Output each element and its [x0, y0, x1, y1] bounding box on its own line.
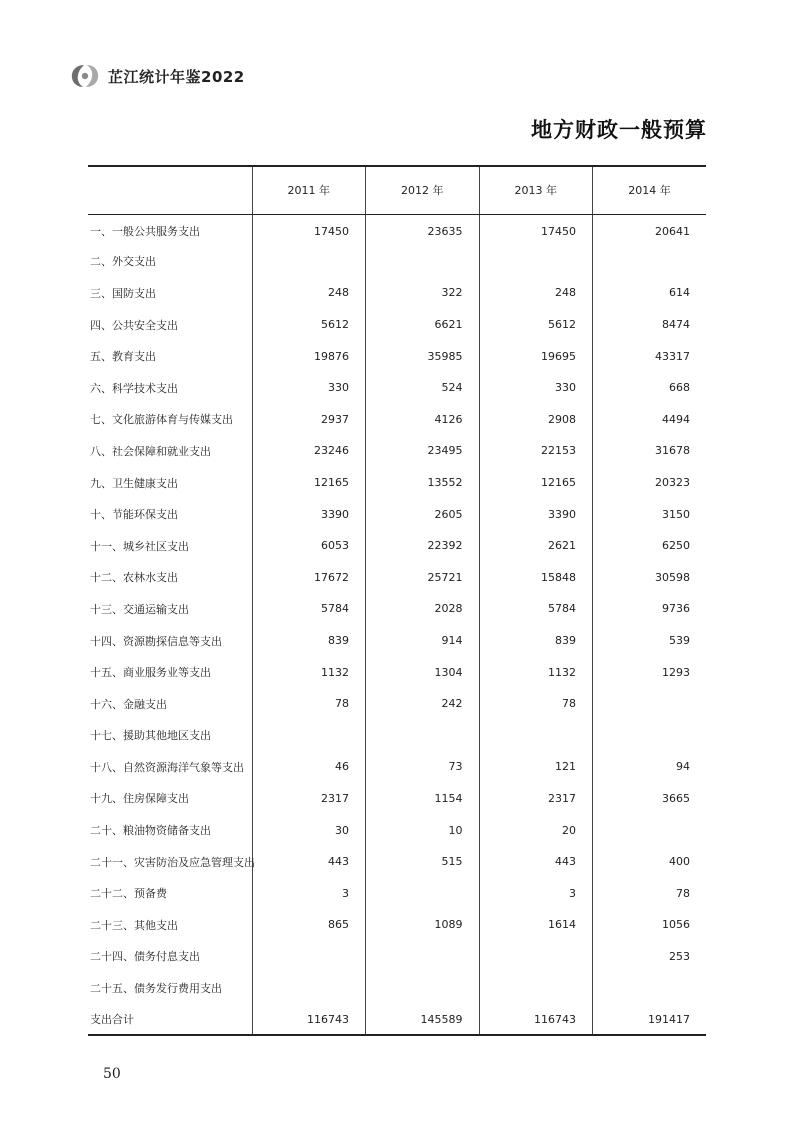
table-row — [88, 372, 706, 404]
table-row — [88, 1004, 706, 1036]
value-cell: 22153 — [479, 435, 593, 467]
value-cell: 1089 — [366, 909, 480, 941]
value-cell: 248 — [479, 277, 593, 309]
table-row — [88, 277, 706, 309]
value-cell: 1154 — [366, 783, 480, 815]
value-cell: 614 — [593, 277, 707, 309]
row-label: 二十四、债务付息支出 — [90, 950, 200, 964]
value-cell: 2937 — [252, 404, 366, 436]
value-cell: 19695 — [479, 340, 593, 372]
value-cell: 1304 — [366, 656, 480, 688]
value-cell: 12165 — [479, 467, 593, 499]
value-cell — [479, 972, 593, 1004]
value-cell — [366, 972, 480, 1004]
value-cell: 1132 — [479, 656, 593, 688]
row-label: 八、社会保障和就业支出 — [90, 444, 211, 458]
value-cell — [593, 814, 707, 846]
value-cell — [479, 720, 593, 752]
table-row — [88, 656, 706, 688]
value-cell: 94 — [593, 751, 707, 783]
value-cell: 30598 — [593, 562, 707, 594]
value-cell — [479, 941, 593, 973]
table-row — [88, 909, 706, 941]
table-row — [88, 593, 706, 625]
value-cell: 17672 — [252, 562, 366, 594]
table-row — [88, 941, 706, 973]
row-label: 十五、商业服务业等支出 — [90, 666, 211, 680]
book-title: 芷江统计年鉴2022 — [108, 67, 245, 86]
value-cell — [593, 246, 707, 278]
value-cell: 25721 — [366, 562, 480, 594]
header-cell-2012: 2012 年 — [366, 166, 480, 214]
table-row — [88, 877, 706, 909]
value-cell: 12165 — [252, 467, 366, 499]
value-cell: 3 — [479, 877, 593, 909]
value-cell — [366, 877, 480, 909]
row-label: 十三、交通运输支出 — [90, 602, 189, 616]
value-cell: 23246 — [252, 435, 366, 467]
value-cell: 539 — [593, 625, 707, 657]
value-cell: 30 — [252, 814, 366, 846]
row-label: 二十、粮油物资储备支出 — [90, 824, 211, 838]
value-cell: 6621 — [366, 309, 480, 341]
table-row — [88, 783, 706, 815]
value-cell: 330 — [252, 372, 366, 404]
row-label: 四、公共安全支出 — [90, 318, 178, 332]
value-cell — [252, 941, 366, 973]
value-cell: 17450 — [479, 214, 593, 246]
value-cell: 524 — [366, 372, 480, 404]
value-cell: 1056 — [593, 909, 707, 941]
value-cell: 400 — [593, 846, 707, 878]
row-label: 七、文化旅游体育与传媒支出 — [90, 413, 233, 427]
table-row — [88, 214, 706, 246]
row-label: 二十一、灾害防治及应急管理支出 — [90, 855, 255, 869]
value-cell: 78 — [593, 877, 707, 909]
value-cell: 2908 — [479, 404, 593, 436]
header-cell-2013: 2013 年 — [479, 166, 593, 214]
value-cell — [479, 246, 593, 278]
value-cell: 2621 — [479, 530, 593, 562]
value-cell — [366, 720, 480, 752]
value-cell: 443 — [252, 846, 366, 878]
value-cell: 121 — [479, 751, 593, 783]
value-cell — [366, 941, 480, 973]
value-cell: 31678 — [593, 435, 707, 467]
table-row — [88, 404, 706, 436]
row-label: 三、国防支出 — [90, 286, 156, 300]
value-cell: 2317 — [252, 783, 366, 815]
page-header — [70, 62, 245, 90]
value-cell: 20641 — [593, 214, 707, 246]
table-body — [88, 214, 706, 1035]
value-cell: 20323 — [593, 467, 707, 499]
row-label: 六、科学技术支出 — [90, 381, 178, 395]
value-cell: 17450 — [252, 214, 366, 246]
value-cell: 10 — [366, 814, 480, 846]
value-cell: 19876 — [252, 340, 366, 372]
value-cell: 839 — [479, 625, 593, 657]
value-cell — [593, 688, 707, 720]
value-cell — [252, 246, 366, 278]
value-cell: 4494 — [593, 404, 707, 436]
row-label: 十六、金融支出 — [90, 697, 167, 711]
table-row — [88, 309, 706, 341]
table-row — [88, 688, 706, 720]
value-cell: 3 — [252, 877, 366, 909]
row-label: 十二、农林水支出 — [90, 571, 178, 585]
table-row — [88, 814, 706, 846]
value-cell: 242 — [366, 688, 480, 720]
budget-table — [88, 165, 706, 1036]
value-cell: 20 — [479, 814, 593, 846]
table-row — [88, 846, 706, 878]
value-cell: 5612 — [252, 309, 366, 341]
row-label: 二十二、预备费 — [90, 887, 167, 901]
value-cell: 1132 — [252, 656, 366, 688]
row-label: 五、教育支出 — [90, 350, 156, 364]
value-cell: 23495 — [366, 435, 480, 467]
row-label: 二、外交支出 — [90, 255, 156, 269]
row-label: 十八、自然资源海洋气象等支出 — [90, 760, 244, 774]
value-cell: 248 — [252, 277, 366, 309]
value-cell — [593, 972, 707, 1004]
value-cell: 443 — [479, 846, 593, 878]
page-number: 50 — [103, 1066, 121, 1082]
value-cell — [252, 972, 366, 1004]
table-row — [88, 530, 706, 562]
value-cell: 8474 — [593, 309, 707, 341]
value-cell: 13552 — [366, 467, 480, 499]
value-cell: 191417 — [593, 1004, 707, 1036]
value-cell: 6053 — [252, 530, 366, 562]
value-cell — [366, 246, 480, 278]
row-label: 十七、援助其他地区支出 — [90, 729, 211, 743]
swirl-logo-icon — [70, 63, 100, 89]
row-label: 二十三、其他支出 — [90, 918, 178, 932]
value-cell: 3390 — [479, 498, 593, 530]
row-label: 十一、城乡社区支出 — [90, 539, 189, 553]
table-row — [88, 972, 706, 1004]
value-cell: 5612 — [479, 309, 593, 341]
table-row — [88, 625, 706, 657]
table-header-row — [88, 166, 706, 214]
value-cell: 5784 — [479, 593, 593, 625]
value-cell: 43317 — [593, 340, 707, 372]
table-row — [88, 751, 706, 783]
value-cell: 3390 — [252, 498, 366, 530]
table-row — [88, 467, 706, 499]
table-row — [88, 435, 706, 467]
value-cell: 15848 — [479, 562, 593, 594]
value-cell: 73 — [366, 751, 480, 783]
value-cell: 6250 — [593, 530, 707, 562]
value-cell: 914 — [366, 625, 480, 657]
value-cell: 865 — [252, 909, 366, 941]
value-cell — [252, 720, 366, 752]
value-cell: 330 — [479, 372, 593, 404]
row-label: 十四、资源勘探信息等支出 — [90, 634, 222, 648]
value-cell: 253 — [593, 941, 707, 973]
table-row — [88, 246, 706, 278]
value-cell: 322 — [366, 277, 480, 309]
value-cell: 116743 — [252, 1004, 366, 1036]
value-cell: 3665 — [593, 783, 707, 815]
value-cell: 839 — [252, 625, 366, 657]
row-label: 二十五、债务发行费用支出 — [90, 982, 222, 996]
value-cell: 3150 — [593, 498, 707, 530]
table-row — [88, 498, 706, 530]
value-cell — [593, 720, 707, 752]
value-cell: 2605 — [366, 498, 480, 530]
section-title: 地方财政一般预算 — [531, 117, 707, 142]
value-cell: 2317 — [479, 783, 593, 815]
value-cell: 4126 — [366, 404, 480, 436]
header-cell-2014: 2014 年 — [593, 166, 707, 214]
value-cell: 5784 — [252, 593, 366, 625]
row-label: 支出合计 — [88, 1004, 252, 1036]
value-cell: 23635 — [366, 214, 480, 246]
header-cell-2011: 2011 年 — [252, 166, 366, 214]
table-row — [88, 562, 706, 594]
row-label: 十、节能环保支出 — [90, 508, 178, 522]
value-cell: 78 — [252, 688, 366, 720]
value-cell: 668 — [593, 372, 707, 404]
value-cell: 116743 — [479, 1004, 593, 1036]
value-cell: 1293 — [593, 656, 707, 688]
value-cell: 1614 — [479, 909, 593, 941]
row-label: 一、一般公共服务支出 — [90, 225, 200, 239]
value-cell: 145589 — [366, 1004, 480, 1036]
table-row — [88, 720, 706, 752]
row-label: 九、卫生健康支出 — [90, 476, 178, 490]
value-cell: 515 — [366, 846, 480, 878]
value-cell: 22392 — [366, 530, 480, 562]
row-label: 十九、住房保障支出 — [90, 792, 189, 806]
value-cell: 78 — [479, 688, 593, 720]
value-cell: 2028 — [366, 593, 480, 625]
header-cell-item — [88, 166, 252, 214]
value-cell: 35985 — [366, 340, 480, 372]
value-cell: 9736 — [593, 593, 707, 625]
value-cell: 46 — [252, 751, 366, 783]
table-row — [88, 340, 706, 372]
